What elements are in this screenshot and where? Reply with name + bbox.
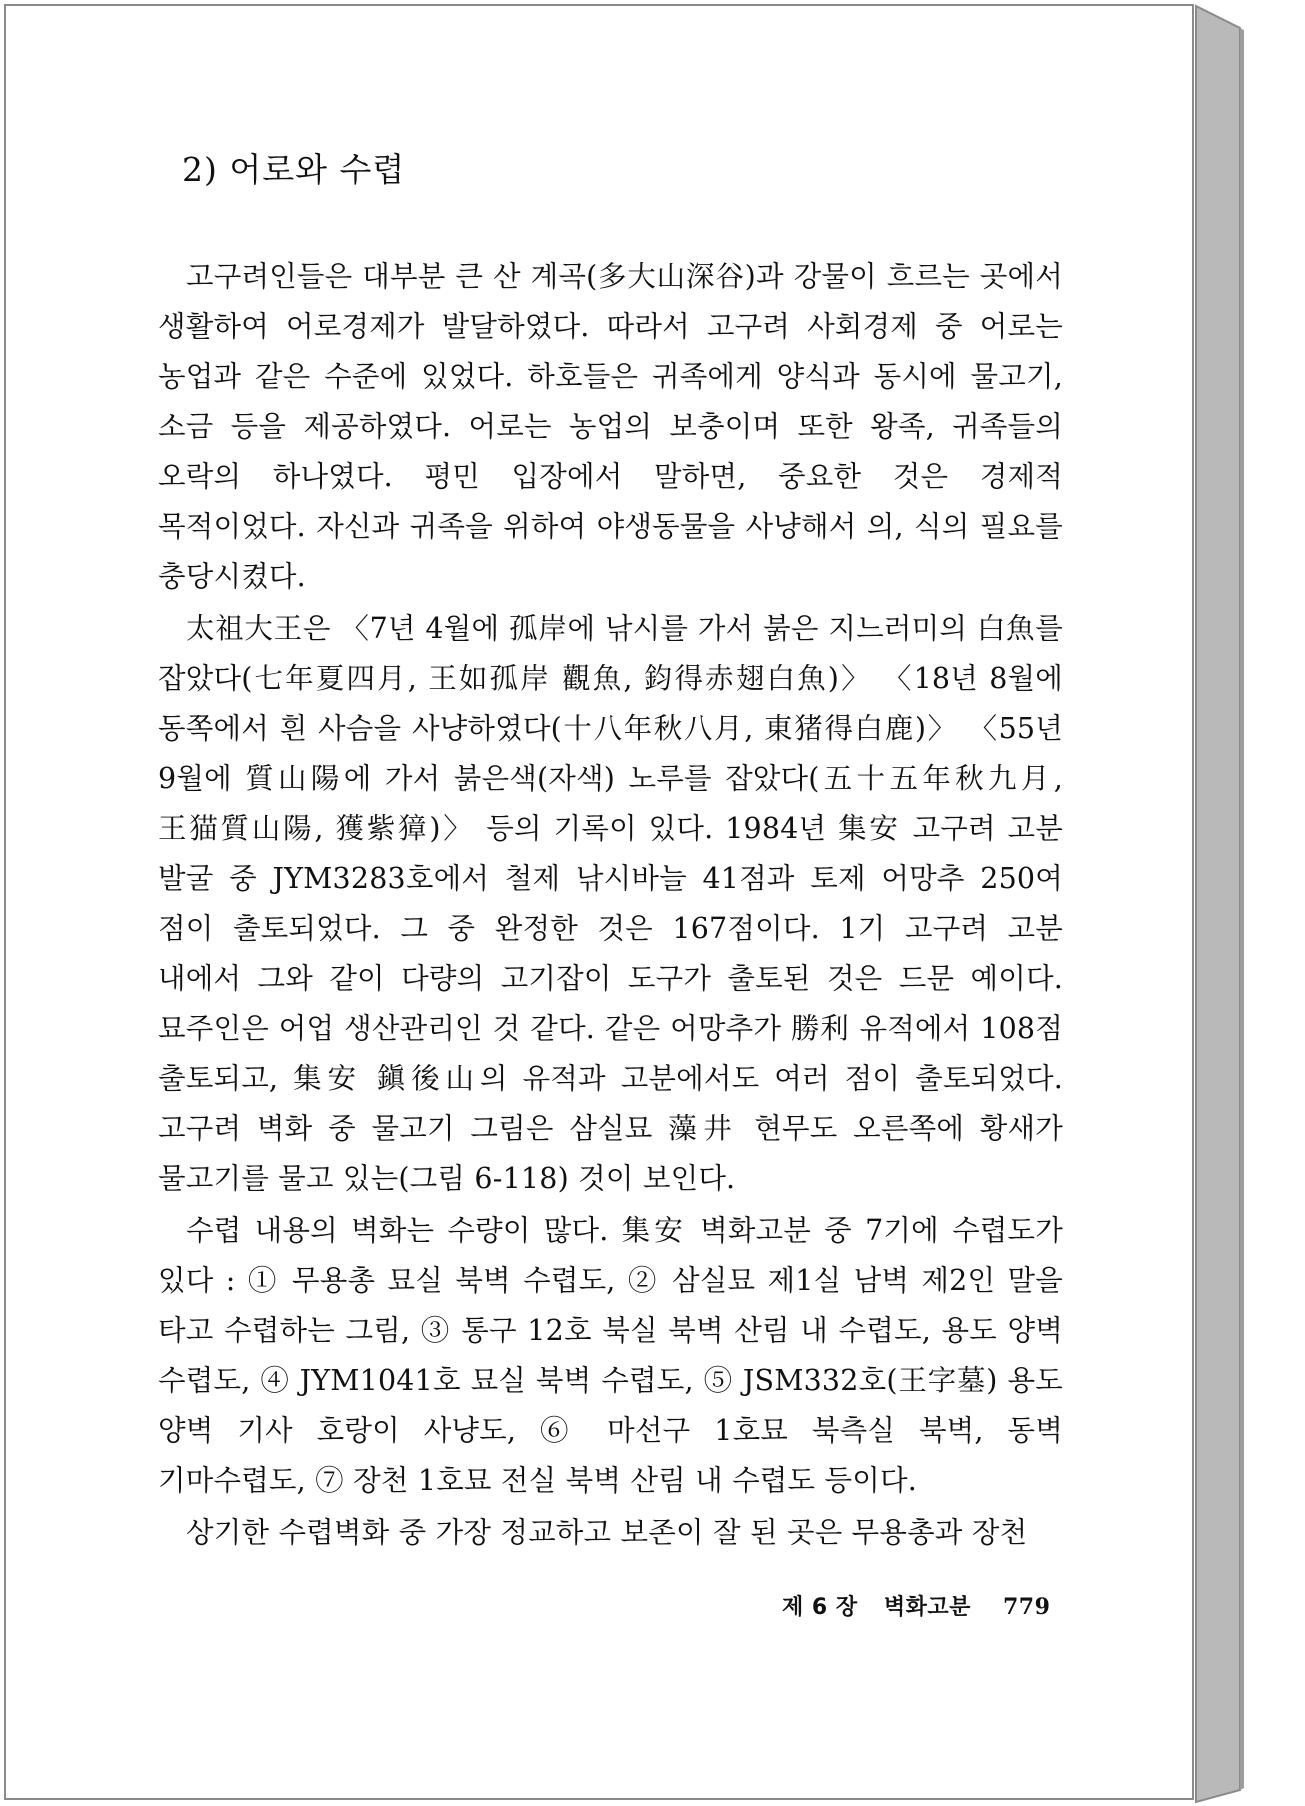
page-content	[158, 150, 1063, 1558]
paragraph-fishing-economy: 고구려인들은 대부분 큰 산 계곡(多大山深谷)과 강물이 흐르는 곳에서 생활하여 어로경제가 발달하였다. 따라서 고구려 사회경제 중 어로는 농업과 같은 수준에 있었다. 하호들은 귀족에게 양식과 동시에 물고기, 소금 등을 제공하였다. 어로는 농업의 보충이며 또한 왕족, 귀족들의 오락의 하나였다. 평민 입장에서 말하면, 중요한 것은 경제적 목적이었다. 자신과 귀족을 위하여 야생동물을 사냥해서 의, 식의 필요를 충당시켰다.	[158, 260, 1063, 593]
paragraph-continuation: 상기한 수렵벽화 중 가장 정교하고 보존이 잘 된 곳은 무용총과 장천	[186, 1516, 1028, 1549]
footer-title: 벽화고분	[883, 1595, 971, 1620]
page-footer	[782, 1590, 1050, 1621]
section-heading: 2) 어로와 수렵	[182, 150, 406, 189]
page-number: 779	[1003, 1594, 1051, 1620]
paragraph-hunting-murals: 수렵 내용의 벽화는 수량이 많다. 集安 벽화고분 중 7기에 수렵도가 있다 : ① 무용총 묘실 북벽 수렵도, ② 삼실묘 제1실 남벽 제2인 말을 타고 수렵하는 그림, ③ 통구 12호 북실 북벽 산림 내 수렵도, 용도 양벽 수렵도, ④ JYM1041호 묘실 북벽 수렵도, ⑤ JSM332호(王字墓) 용도 양벽 기사 호랑이 사냥도, ⑥ 마선구 1호묘 북측실 북벽, 동벽 기마수렵도, ⑦ 장천 1호묘 전실 북벽 산림 내 수렵도 등이다.	[158, 1214, 1063, 1497]
paragraph-records-and-excavation: 太祖大王은 〈7년 4월에 孤岸에 낚시를 가서 붉은 지느러미의 白魚를 잡았다(七年夏四月, 王如孤岸 觀魚, 鈞得赤翅白魚)〉 〈18년 8월에 동쪽에서 흰 사슴을 사냥하였다(十八年秋八月, 東猪得白鹿)〉 〈55년 9월에 質山陽에 가서 붉은색(자색) 노루를 잡았다(五十五年秋九月, 王猫質山陽, 獲紫獐)〉 등의 기록이 있다. 1984년 集安 고구려 고분 발굴 중 JYM3283호에서 철제 낚시바늘 41점과 토제 어망추 250여 점이 출토되었다. 그 중 완정한 것은 167점이다. 1기 고구려 고분 내에서 그와 같이 다량의 고기잡이 도구가 출토된 것은 드문 예이다. 묘주인은 어업 생산관리인 것 같다. 같은 어망추가 勝利 유적에서 108점 출토되고, 集安 鎭後山의 유적과 고분에서도 여러 점이 출토되었다. 고구려 벽화 중 물고기 그림은 삼실묘 藻井 현무도 오른쪽에 황새가 물고기를 물고 있는(그림 6-118) 것이 보인다.	[158, 612, 1063, 1195]
footer-chapter: 제 6 장	[782, 1595, 858, 1620]
